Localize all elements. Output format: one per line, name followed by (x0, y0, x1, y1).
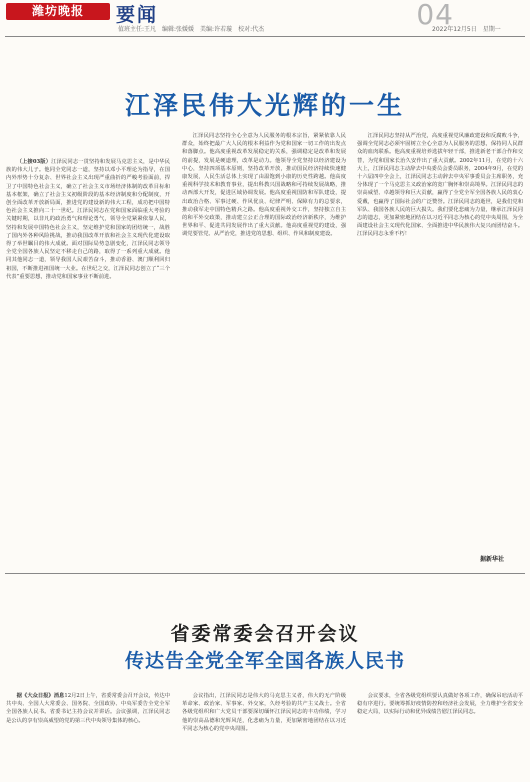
masthead (0, 0, 530, 36)
article2-column-1 (6, 692, 170, 778)
issue-date: 2022年12月5日 星期一 (432, 26, 501, 33)
editors-line: 值班主任:王凡 编辑:张媛媛 美编:许若璇 校对:代杰 (118, 26, 265, 33)
article2-column-3 (357, 692, 523, 778)
article1-headline: 江泽民伟大光辉的一生 (124, 91, 405, 120)
article-divider (5, 573, 525, 574)
article1-column-2-text: 江泽民同志坚持全心全意为人民服务的根本宗旨，紧紧依靠人民群众，始终把最广大人民的根本利益作为党和国家一切工作的出发点和落脚点。他高度重视改革发展稳定的关系，强调稳定是改革和发展的前提，发展是硬道理，改革是动力。他领导全党坚持以经济建设为中心，坚持四项基本原则，坚持改革开放，推动国民经济持续快速健康发展，人民生活总体上实现了由温饱到小康的历史性跨越。他高度重视科学技术和教育事业，提出科教兴国战略和可持续发展战略，推动西部大开发，促进区域协调发展。他高度重视国防和军队建设，提出政治合格、军事过硬、作风优良、纪律严明、保障有力的总要求，推动我军走中国特色精兵之路。他高度重视外交工作，坚持独立自主的和平外交政策，推动建立公正合理的国际政治经济新秩序，为维护世界和平、促进共同发展作出了重大贡献。他高度重视党的建设，强调党要管党、从严治党，推进党的思想、组织、作风和制度建设。 (182, 133, 346, 238)
article1-column-3-text: 江泽民同志坚持从严治党，高度重视党风廉政建设和反腐败斗争，强调全党同志必须牢固树立全心全意为人民服务的思想，保持同人民群众的血肉联系。他高度重视培养选拔年轻干部，推进新老干部合作和交替，为党和国家长治久安作出了重大贡献。2002年11月，在党的十六大上，江泽民同志主动辞去中央委员会委员职务，2004年9月，在党的十六届四中全会上，江泽民同志主动辞去中央军事委员会主席职务，充分体现了一个马克思主义政治家的宽广胸怀和崇高境界。江泽民同志的崇高威望、卓越领导和巨大贡献，赢得了全党全军全国各族人民的衷心爱戴，也赢得了国际社会的广泛赞誉。江泽民同志的逝世，是我们党和军队、我国各族人民的巨大损失。我们要化悲痛为力量，继承江泽民同志的遗志，更加紧密地团结在以习近平同志为核心的党中央周围，为全面建设社会主义现代化国家、全面推进中华民族伟大复兴而团结奋斗。江泽民同志永垂不朽！ (357, 133, 523, 238)
article1-dateline: （上接03版） (16, 159, 52, 165)
article2-column-2 (182, 692, 346, 778)
article1-column-1 (6, 158, 170, 562)
article2-headline-top: 省委常委会召开会议 (170, 623, 360, 645)
article2-column-1-text: 12月2日上午，省委常委会召开会议，传达中共中央、全国人大常委会、国务院、全国政协、中央军委告全党全军全国各族人民书。省委书记主持会议并讲话。会议强调，江泽民同志是公认的享有崇高威望的党的第三代中央领导集体的核心。 (6, 693, 170, 724)
header-rule (5, 36, 525, 37)
article2-column-3-text: 会议要求，全省各级党组织要认真做好各项工作，确保吊唁活动平稳有序进行。要统筹抓好疫情防控和经济社会发展，全力维护全省安全稳定大局，以实际行动和优异成绩告慰江泽民同志。 (357, 693, 523, 716)
article1-column-2 (182, 132, 346, 562)
newspaper-logo: 潍坊晚报 (6, 3, 110, 20)
article2-headline-bottom: 传达告全党全军全国各族人民书 (124, 650, 405, 672)
article2-dateline: 据《大众日报》消息 (16, 693, 65, 699)
article1-column-1-text: 江泽民同志一贯坚持和发展马克思主义，是中华民族的伟大儿子。他同全党同志一道，坚持以邓小平理论为指导，在国内外形势十分复杂、世界社会主义出现严重曲折的严峻考验面前，捍卫了中国特色社会主义，确立了社会主义市场经济体制的改革目标和基本框架，确立了社会主义初级阶段的基本经济制度和分配制度，开创全面改革开放新局面，推进党的建设新的伟大工程，成功把中国特色社会主义推向二十一世纪。江泽民同志在党和国家面临重大考验的关键时期，以非凡的政治勇气和理论勇气，领导全党紧紧依靠人民，坚持和发展中国特色社会主义，坚定维护党和国家的团结统一，战胜了国内外各种风险挑战，推动我国改革开放和社会主义现代化建设取得了举世瞩目的伟大成就。面对国际局势急剧变化，江泽民同志领导全党全国各族人民坚定不移走自己的路，取得了一系列重大成就。他同其他同志一道，领导我国人民艰苦奋斗，推动香港、澳门顺利回归祖国，不断推进祖国统一大业。在世纪之交，江泽民同志创立了“三个代表”重要思想，推动党和国家事业不断前进。 (6, 159, 170, 280)
article2-column-2-text: 会议指出，江泽民同志是伟大的马克思主义者，伟大的无产阶级革命家、政治家、军事家、外交家，久经考验的共产主义战士。全省各级党组织和广大党员干部要深切缅怀江泽民同志的丰功伟绩，学习他的崇高品德和光辉风范，化悲痛为力量，更加紧密地团结在以习近平同志为核心的党中央周围。 (182, 693, 346, 732)
article1-author: 据新华社 (480, 556, 505, 563)
page-number: 04 (416, 0, 454, 31)
section-title: 要闻 (116, 4, 159, 26)
article1-column-3 (357, 132, 523, 550)
